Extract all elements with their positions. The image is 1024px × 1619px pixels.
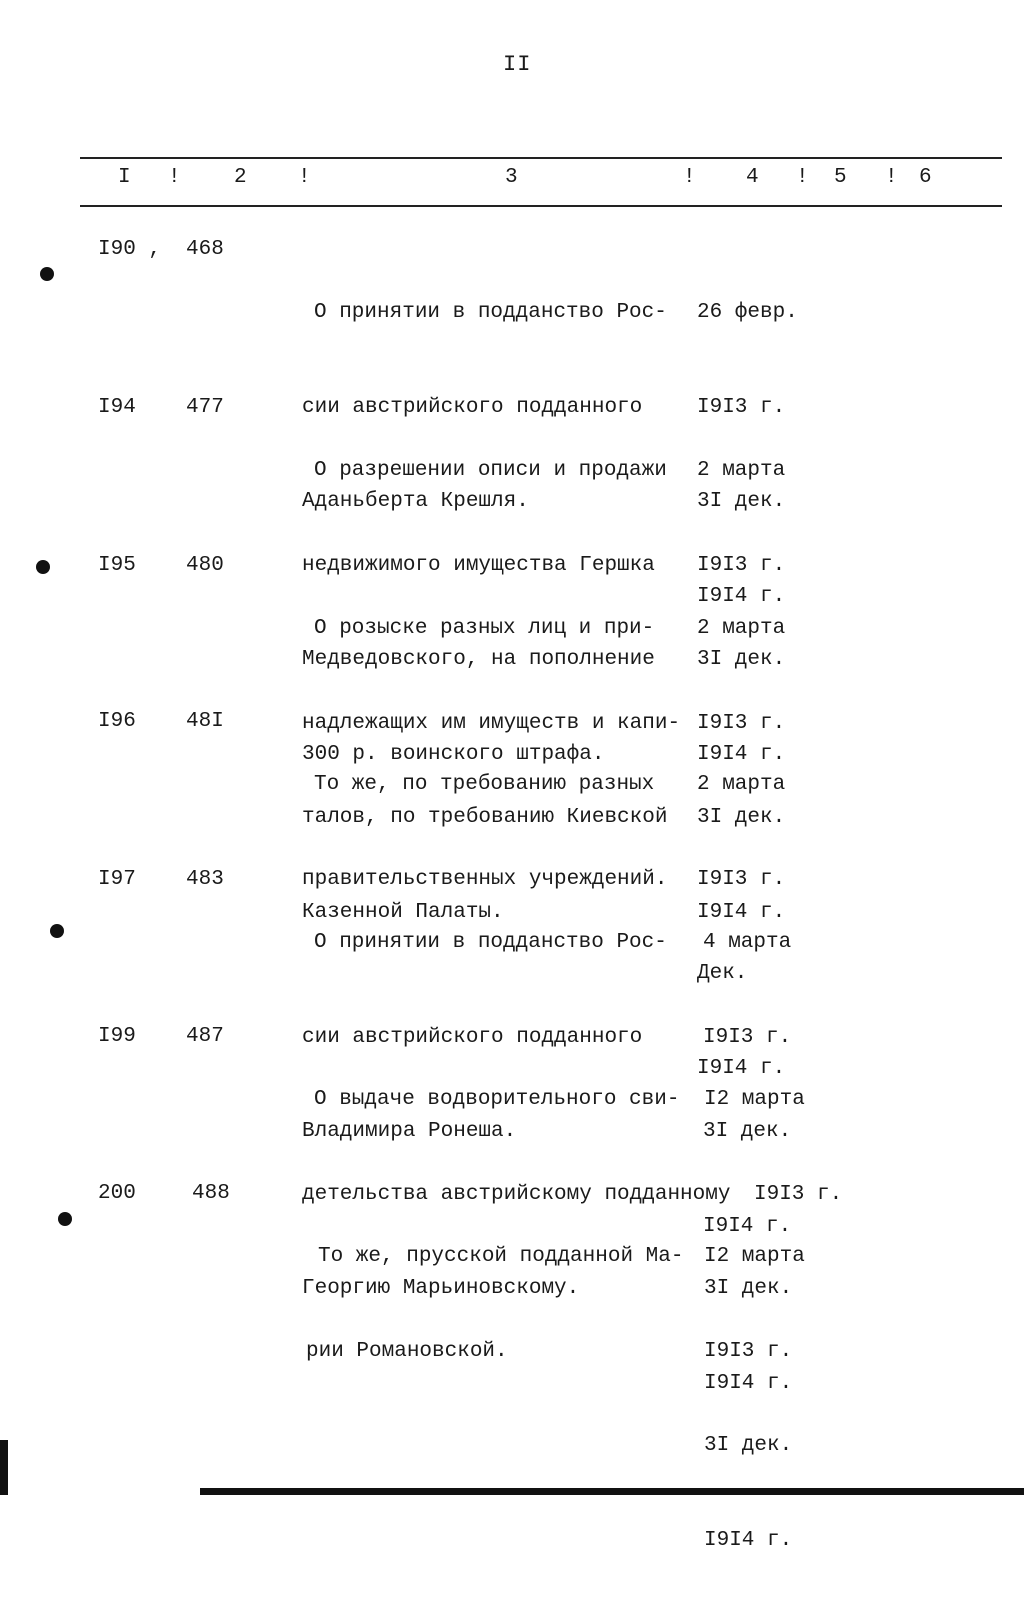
file-number: 483 — [186, 868, 224, 891]
column-header-1: I — [118, 166, 131, 189]
date-line: 3I дек. — [704, 1434, 793, 1457]
column-header-2: 2 — [234, 166, 247, 189]
title-line: То же, прусской подданной Ма- — [318, 1245, 684, 1268]
punch-hole-mark — [36, 560, 50, 574]
column-separator: ! — [683, 166, 696, 189]
punch-hole-mark — [58, 1212, 72, 1226]
date-line: I9I4 г. — [704, 1528, 793, 1552]
file-number: 468 — [186, 238, 224, 261]
date-line: 3I дек. — [697, 490, 786, 513]
column-separator: ! — [168, 166, 181, 189]
table-header-rule — [80, 205, 1002, 207]
title-line: талов, по требованию Киевской — [302, 806, 668, 829]
title-line: 300 р. воинского штрафа. — [302, 742, 605, 766]
column-header-3: 3 — [505, 166, 518, 189]
date-line: 3I дек. — [704, 1277, 793, 1300]
date-line: Дек. — [697, 962, 748, 985]
date-line: 3I дек. — [703, 1120, 792, 1143]
entry-number: I99 — [98, 1025, 136, 1048]
column-separator: ! — [298, 166, 311, 189]
entry-number: I95 — [98, 554, 136, 577]
date-line: I9I4 г. — [697, 1056, 786, 1080]
date-line: I9I3 г. — [754, 1182, 843, 1206]
entry-dates — [704, 1178, 805, 1619]
date-line: 3I дек. — [697, 806, 786, 829]
date-line: I2 марта — [704, 1088, 805, 1111]
file-number: 48I — [186, 710, 224, 733]
title-line: сии австрийского подданного — [302, 1025, 643, 1049]
title-line: То же, по требованию разных — [314, 773, 655, 796]
entry-number: I97 — [98, 868, 136, 891]
column-header-5: 5 — [834, 166, 847, 189]
title-line: рии Романовской. — [306, 1339, 508, 1363]
title-line: О розыске разных лиц и при- — [314, 617, 655, 640]
date-line: I9I3 г. — [697, 867, 786, 891]
entry-number: I90 , — [98, 238, 162, 261]
title-line: Медведовского, на пополнение — [302, 648, 655, 671]
title-line: О разрешении описи и продажи — [314, 459, 667, 482]
title-line: Казенной Палаты. — [302, 900, 504, 924]
date-line: I9I4 г. — [704, 1371, 793, 1395]
date-line: 26 февр. — [697, 301, 798, 324]
column-header-6: 6 — [919, 166, 932, 189]
entry-number: I94 — [98, 396, 136, 419]
file-number: 480 — [186, 554, 224, 577]
scan-edge-shadow — [200, 1488, 1024, 1495]
date-line: I9I4 г. — [697, 584, 786, 608]
punch-hole-mark — [40, 267, 54, 281]
column-separator: ! — [796, 166, 809, 189]
title-line: сии австрийского подданного — [302, 395, 643, 419]
date-line: I9I3 г. — [704, 1339, 793, 1363]
date-line: I9I4 г. — [697, 742, 786, 766]
title-line: О принятии в подданство Рос- — [314, 301, 667, 324]
entry-number: I96 — [98, 710, 136, 733]
title-line: Георгию Марьиновскому. — [302, 1277, 580, 1300]
date-line: I9I3 г. — [697, 553, 786, 577]
file-number: 488 — [192, 1182, 230, 1205]
page-number: II — [503, 52, 532, 77]
column-separator: ! — [885, 166, 898, 189]
date-line: 4 марта — [703, 931, 792, 954]
column-header-4: 4 — [746, 166, 759, 189]
title-line: детельства австрийскому подданному — [302, 1182, 731, 1206]
date-line: I9I3 г. — [703, 1025, 792, 1049]
date-line: I2 марта — [704, 1245, 805, 1268]
date-line: 2 марта — [697, 459, 786, 482]
date-line: I9I4 г. — [703, 1214, 792, 1238]
scan-edge-shadow — [0, 1440, 8, 1495]
title-line: О принятии в подданство Рос- — [314, 931, 667, 954]
date-line: I9I4 г. — [697, 900, 786, 924]
table-top-rule — [80, 157, 1002, 159]
title-line: Аданьберта Крешля. — [302, 490, 529, 513]
date-line: I9I3 г. — [697, 711, 786, 735]
date-line: 2 марта — [697, 773, 786, 796]
table-header — [0, 166, 1024, 194]
file-number: 477 — [186, 396, 224, 419]
punch-hole-mark — [50, 924, 64, 938]
title-line: О выдаче водворительного сви- — [314, 1088, 680, 1111]
title-line: Владимира Ронеша. — [302, 1120, 517, 1143]
title-line: недвижимого имущества Гершка — [302, 553, 655, 577]
entry-title — [306, 1178, 696, 1430]
file-number: 487 — [186, 1025, 224, 1048]
title-line: надлежащих им имуществ и капи- — [302, 711, 681, 735]
title-line: правительственных учреждений. — [302, 867, 668, 891]
entry-number: 200 — [98, 1182, 136, 1205]
date-line: 3I дек. — [697, 648, 786, 671]
date-line: 2 марта — [697, 617, 786, 640]
date-line: I9I3 г. — [697, 395, 786, 419]
